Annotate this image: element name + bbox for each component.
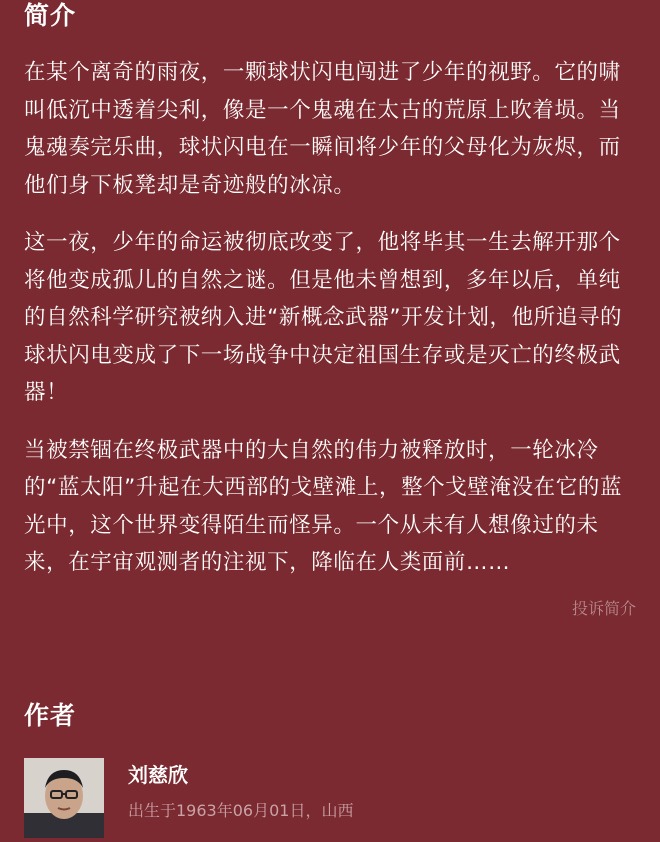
author-avatar[interactable] <box>24 758 104 838</box>
intro-section-title: 简介 <box>24 1 77 30</box>
author-subtitle: 出生于1963年06月01日，山西 <box>128 801 354 820</box>
intro-paragraph: 在某个离奇的雨夜，一颗球状闪电闯进了少年的视野。它的啸叫低沉中透着尖利，像是一个鬼魂在太古的荒原上吹着埙。当鬼魂奏完乐曲，球状闪电在一瞬间将少年的父母化为灰烬，而他们身下板凳却是奇迹般的冰凉。 <box>24 60 621 198</box>
author-section-title: 作者 <box>24 701 77 730</box>
author-avatar-image <box>24 758 104 838</box>
report-intro-link[interactable]: 投诉简介 <box>571 599 636 618</box>
intro-text <box>24 54 640 602</box>
author-card[interactable] <box>24 756 644 820</box>
author-name[interactable]: 刘慈欣 <box>128 763 188 787</box>
intro-paragraph: 这一夜，少年的命运被彻底改变了，他将毕其一生去解开那个将他变成孤儿的自然之谜。但是他未曾想到，多年以后，单纯的自然科学研究被纳入进“新概念武器”开发计划，他所追寻的球状闪电变成了下一场战争中决定祖国生存或是灭亡的终极武器！ <box>24 230 623 405</box>
intro-paragraph: 当被禁锢在终极武器中的大自然的伟力被释放时，一轮冰冷的“蓝太阳”升起在大西部的戈壁滩上，整个戈壁淹没在它的蓝光中，这个世界变得陌生而怪异。一个从未有人想像过的未来，在宇宙观测者的注视下，降临在人类面前…… <box>24 437 623 575</box>
